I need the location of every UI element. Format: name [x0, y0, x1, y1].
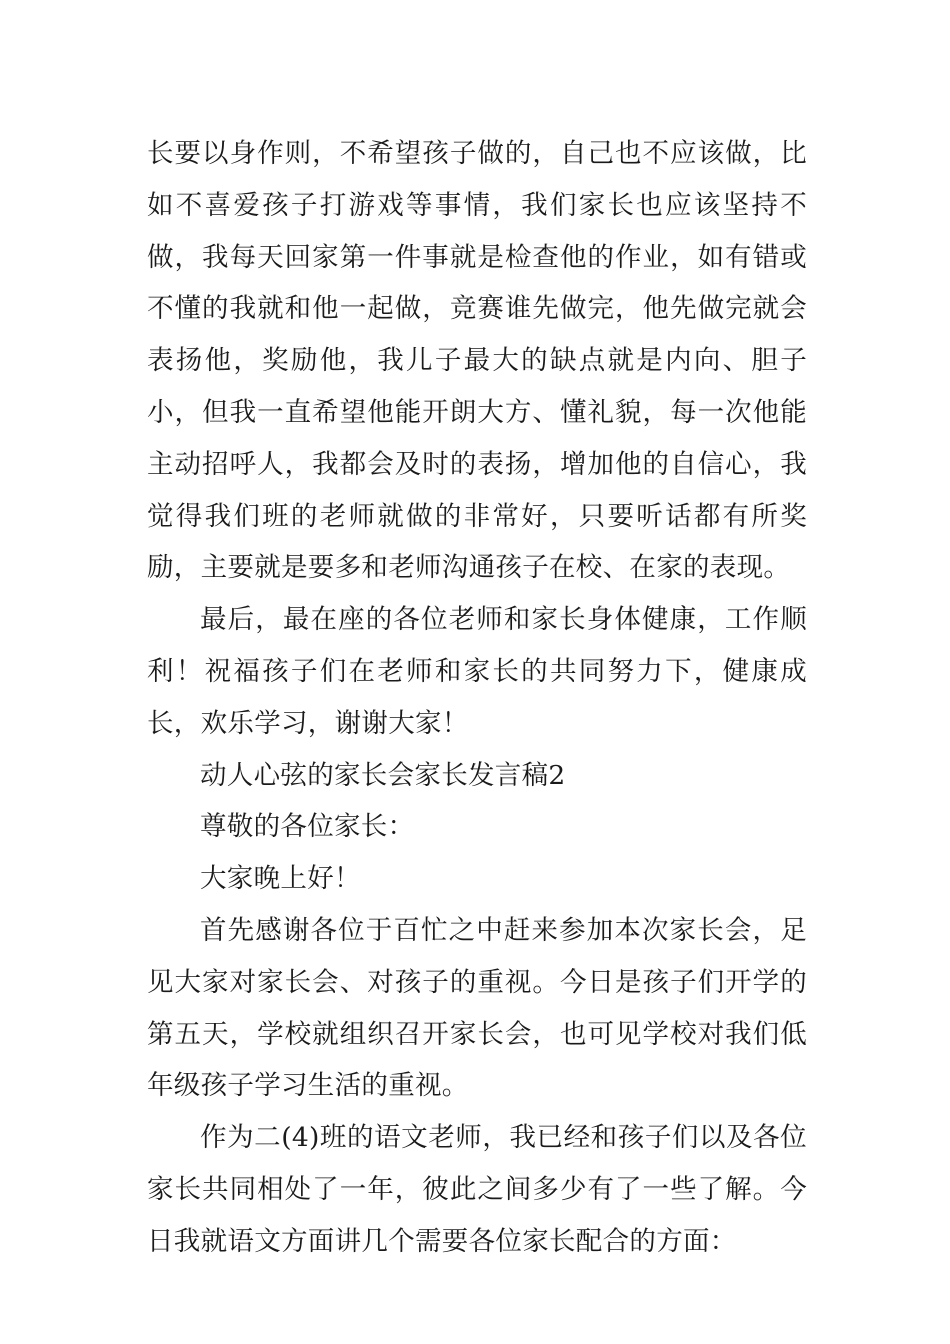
section-heading: 动人心弦的家长会家长发言稿2	[200, 759, 566, 791]
document-body	[147, 128, 807, 1268]
paragraph-introduction: 作为二(4)班的语文老师，我已经和孩子们以及各位家长共同相处了一年，彼此之间多少有了一些了解。今日我就语文方面讲几个需要各位家长配合的方面：	[147, 1122, 807, 1257]
salutation: 尊敬的各位家长：	[200, 811, 415, 843]
paragraph-thanks: 首先感谢各位于百忙之中赶来参加本次家长会，足见大家对家长会、对孩子的重视。今日是孩子们开学的第五天，学校就组织召开家长会，也可见学校对我们低年级孩子学习生活的重视。	[147, 914, 807, 1102]
greeting: 大家晚上好！	[200, 863, 361, 895]
paragraph-continuation: 长要以身作则，不希望孩子做的，自己也不应该做，比如不喜爱孩子打游戏等事情，我们家长也应该坚持不做，我每天回家第一件事就是检查他的作业，如有错或不懂的我就和他一起做，竞赛谁先做完，他先做完就会表扬他，奖励他，我儿子最大的缺点就是内向、胆子小，但我一直希望他能开朗大方、懂礼貌，每一次他能主动招呼人，我都会及时的表扬，增加他的自信心，我觉得我们班的老师就做的非常好，只要听话都有所奖励，主要就是要多和老师沟通孩子在校、在家的表现。	[147, 138, 807, 584]
paragraph-closing-wishes: 最后，最在座的各位老师和家长身体健康，工作顺利！祝福孩子们在老师和家长的共同努力下，健康成长，欢乐学习，谢谢大家！	[147, 604, 807, 739]
